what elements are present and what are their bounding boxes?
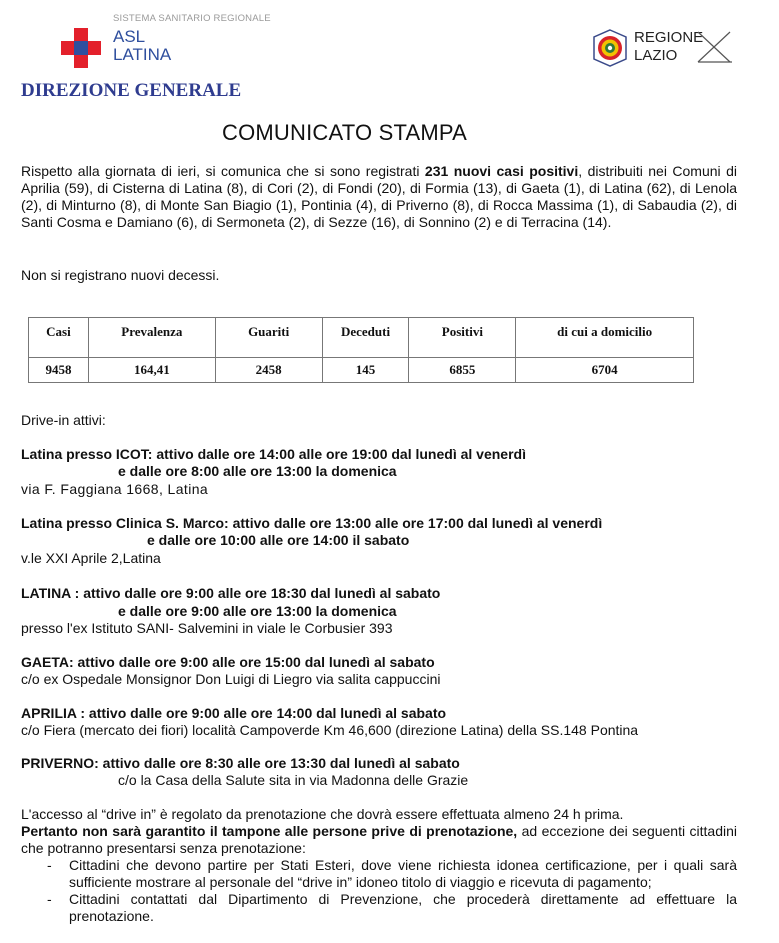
list-dash: - [47,857,52,873]
table-header-cell: Casi [29,318,89,358]
regione-lazio-emblem-icon [592,29,628,67]
drivein-priverno-address: c/o la Casa della Salute sita in via Madonna delle Grazie [118,772,469,788]
table-cell: 164,41 [88,358,215,383]
drivein-icot-hours: Latina presso ICOT: attivo dalle ore 14:00 alle ore 19:00 dal lunedì al venerdì [21,446,526,462]
drivein-smarco-hours-saturday: e dalle ore 10:00 alle ore 14:00 il sabato [147,532,410,548]
table-header-cell: Prevalenza [88,318,215,358]
drivein-gaeta-address: c/o ex Ospedale Monsignor Don Luigi di Liegro via salita cappuccini [21,671,441,687]
booking-note: L'accesso al “drive in” è regolato da prenotazione che dovrà essere effettuata almeno 24 h prima. [21,806,624,822]
list-dash: - [47,891,52,907]
asl-cross-icon [61,28,101,68]
table-header-cell: di cui a domicilio [516,318,694,358]
asl-logo-name: ASL LATINA [113,27,172,64]
drivein-latina-address: presso l'ex Istituto SANI- Salvemini in viale le Corbusier 393 [21,620,393,636]
new-cases-count: 231 nuovi casi positivi [424,163,579,179]
list-item: - Cittadini contattati dal Dipartimento di Prevenzione, che procederà direttamente ad effettuare la prenotazione. [21,891,737,925]
table-cell: 2458 [215,358,322,383]
drivein-latina-hours: LATINA : attivo dalle ore 9:00 alle ore 18:30 dal lunedì al sabato [21,585,441,601]
table-header-cell: Guariti [215,318,322,358]
regione-lazio-logo-text: REGIONE LAZIO [634,29,704,64]
no-deaths-text: Non si registrano nuovi decessi. [21,267,220,283]
drivein-gaeta-hours: GAETA: attivo dalle ore 9:00 alle ore 15:00 dal lunedì al sabato [21,654,435,670]
table-cell: 6855 [409,358,516,383]
stats-value-row [29,358,694,383]
table-header-cell: Positivi [409,318,516,358]
drivein-latina-hours-sunday: e dalle ore 9:00 alle ore 13:00 la domenica [118,603,397,619]
table-cell: 145 [322,358,409,383]
table-cell: 9458 [29,358,89,383]
table-header-cell: Deceduti [322,318,409,358]
stats-header-row [29,318,694,358]
drivein-priverno-hours: PRIVERNO: attivo dalle ore 8:30 alle ore 13:30 dal lunedì al sabato [21,755,460,771]
exception-list [21,857,737,925]
drivein-smarco-hours: Latina presso Clinica S. Marco: attivo dalle ore 13:00 alle ore 17:00 dal lunedì al venerdì [21,515,603,531]
page-title: COMUNICATO STAMPA [221,120,467,145]
regione-lazio-x-icon [696,29,732,65]
direzione-generale-heading: DIREZIONE GENERALE [21,80,242,101]
drivein-aprilia-hours: APRILIA : attivo dalle ore 9:00 alle ore 14:00 dal lunedì al sabato [21,705,447,721]
stats-table [28,317,694,383]
list-item: - Cittadini che devono partire per Stati Esteri, dove viene richiesta idonea certificazione, per i quali sarà sufficiente mostrare al personale del “drive in” idoneo titolo di viaggio e ricevuta di pagamento; [21,857,737,891]
intro-paragraph: Rispetto alla giornata di ieri, si comunica che si sono registrati 231 nuovi casi positivi, distribuiti nei Comuni di Aprilia (59), di Cisterna di Latina (8), di Cori (2), di Fondi (20), di Formia (13), di Gaeta (1), di Latina (62), di Lenola (2), di Minturno (8), di Monte San Biagio (1), Pontinia (4), di Priverno (8), di Rocca Massima (1), di Sabaudia (2), di Santi Cosma e Damiano (6), di Sermoneta (2), di Sezze (16), di Sonnino (2) e di Terracina (14). [21,163,737,230]
booking-exception-paragraph: Pertanto non sarà garantito il tampone alle persone prive di prenotazione, ad eccezione dei seguenti cittadini che potranno presentarsi senza prenotazione: [21,823,737,856]
drivein-aprilia-address: c/o Fiera (mercato dei fiori) località Campoverde Km 46,600 (direzione Latina) della SS.148 Pontina [21,722,639,738]
drivein-smarco-address: v.le XXI Aprile 2,Latina [21,550,161,566]
drivein-heading: Drive-in attivi: [21,412,106,428]
asl-logo-subtitle: SISTEMA SANITARIO REGIONALE [113,13,271,24]
drivein-icot-hours-sunday: e dalle ore 8:00 alle ore 13:00 la domenica [118,463,397,479]
drivein-icot-address: via F. Faggiana 1668, Latina [21,481,209,497]
table-cell: 6704 [516,358,694,383]
